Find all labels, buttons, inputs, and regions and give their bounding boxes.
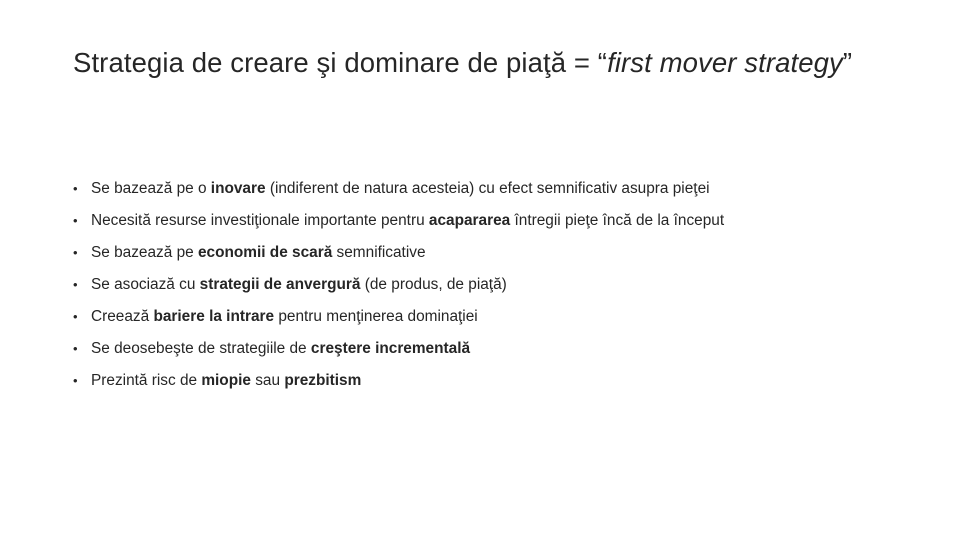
bullet-bold-text: acapararea — [428, 212, 511, 229]
bullet-item — [73, 333, 933, 365]
bullet-text: sau — [250, 372, 285, 389]
bullet-marker: • — [73, 213, 78, 228]
bullet-text: pentru menţinerea dominaţiei — [274, 308, 478, 325]
bullet-text: Se bazează pe o — [91, 180, 211, 197]
title-italic-text: first mover strategy — [607, 47, 843, 78]
bullet-item — [73, 237, 933, 269]
bullet-bold-text: inovare — [210, 180, 266, 197]
bullet-bold-text: bariere la intrare — [153, 308, 275, 325]
bullet-item — [73, 301, 933, 333]
bullet-item — [73, 173, 933, 205]
bullet-marker: • — [73, 277, 78, 292]
bullet-list — [73, 173, 933, 397]
bullet-text: Se asociază cu — [91, 276, 200, 293]
bullet-item — [73, 205, 933, 237]
title-closing-quote: ” — [842, 47, 853, 78]
bullet-marker: • — [73, 245, 78, 260]
bullet-marker: • — [73, 373, 78, 388]
bullet-marker: • — [73, 309, 78, 324]
title-text: Strategia de creare şi dominare de piaţă = “ — [73, 47, 608, 78]
bullet-item — [73, 365, 933, 397]
bullet-bold-text: miopie — [201, 372, 251, 389]
bullet-marker: • — [73, 341, 78, 356]
bullet-text: Necesită resurse investiţionale importante pentru — [91, 212, 429, 229]
bullet-bold-text: creştere incrementală — [310, 340, 471, 357]
bullet-text: semnificative — [332, 244, 426, 261]
bullet-marker: • — [73, 181, 78, 196]
bullet-text: Se bazează pe — [91, 244, 198, 261]
slide-title — [73, 44, 873, 82]
bullet-text: Creează — [91, 308, 154, 325]
bullet-text: (indiferent de natura acesteia) cu efect semnificativ asupra pieţei — [265, 180, 710, 197]
bullet-text: Prezintă risc de — [91, 372, 202, 389]
bullet-bold-text: prezbitism — [284, 372, 362, 389]
bullet-bold-text: economii de scară — [197, 244, 333, 261]
bullet-item — [73, 269, 933, 301]
bullet-text: întregii pieţe încă de la început — [510, 212, 725, 229]
bullet-bold-text: strategii de anvergură — [199, 276, 361, 293]
bullet-text: (de produs, de piaţă) — [360, 276, 507, 293]
bullet-text: Se deosebeşte de strategiile de — [91, 340, 311, 357]
